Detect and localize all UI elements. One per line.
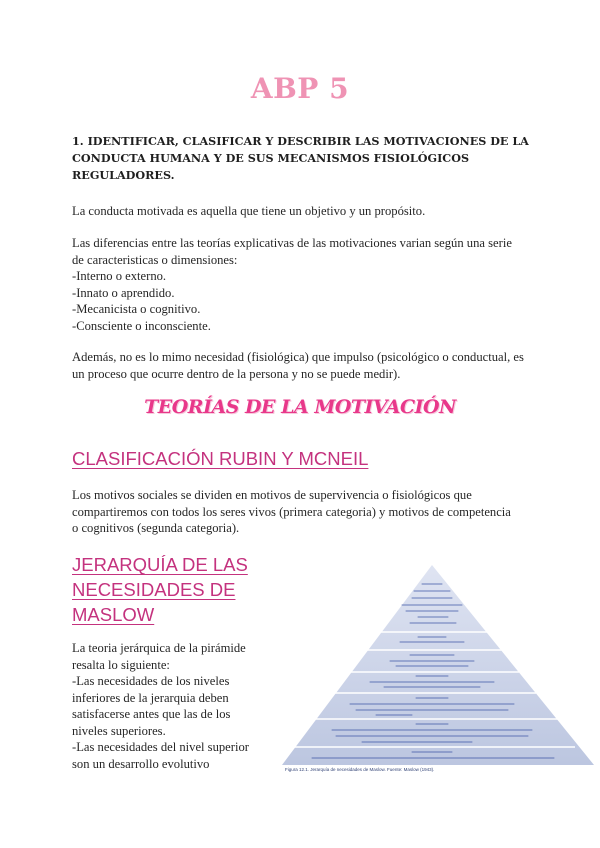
- paragraph-need-vs-drive: Además, no es lo mimo necesidad (fisiológica) que impulso (psicológico o conductual, es un proceso que ocurre dentro de la persona y no se puede medir).: [72, 350, 524, 381]
- pyramid-shape: [282, 565, 594, 765]
- paragraph-definition: La conducta motivada es aquella que tiene un objetivo y un propósito.: [72, 204, 426, 218]
- document-title: ABP 5: [250, 72, 350, 105]
- paragraph-social-motives: Los motivos sociales se dividen en motivos de supervivencia o fisiológicos que compartiremos con todos los seres vivos (primera categoria) y motivos de competencia o cognitivos (segunda categoria).: [72, 488, 511, 535]
- maslow-pyramid-image: [272, 555, 600, 780]
- subheading-rubin-mcneil: CLASIFICACIÓN RUBIN Y MCNEIL: [72, 448, 369, 469]
- paragraph-dimensions: Las diferencias entre las teorías explicativas de las motivaciones varian según una serie de caracteristicas o dimensiones: -Interno o externo. -Innato o aprendido. -Mecanicista o cognitivo. -Consciente o inconsciente.: [72, 236, 512, 333]
- pyramid-caption: Figura 12.1. Jerarquía de necesidades de Maslow. Fuente: Maslow (1943).: [285, 767, 435, 772]
- section-title-theories: TEORÍAS DE LA MOTIVACIÓN: [144, 396, 456, 418]
- question-heading: 1. IDENTIFICAR, CLASIFICAR Y DESCRIBIR LAS MOTIVACIONES DE LA CONDUCTA HUMANA Y DE SUS MECANISMOS FISIOLÓGICOS REGULADORES.: [72, 134, 529, 182]
- maslow-pyramid-figure: [272, 555, 600, 780]
- subheading-maslow: JERARQUÍA DE LAS NECESIDADES DE MASLOW: [72, 554, 248, 625]
- paragraph-maslow-theory: La teoria jerárquica de la pirámide resalta lo siguiente: -Las necesidades de los niveles inferiores de la jerarquia deben satisfacerse antes que las de los niveles superiores. -Las necesidades del nivel superior son un desarrollo evolutivo: [72, 641, 249, 771]
